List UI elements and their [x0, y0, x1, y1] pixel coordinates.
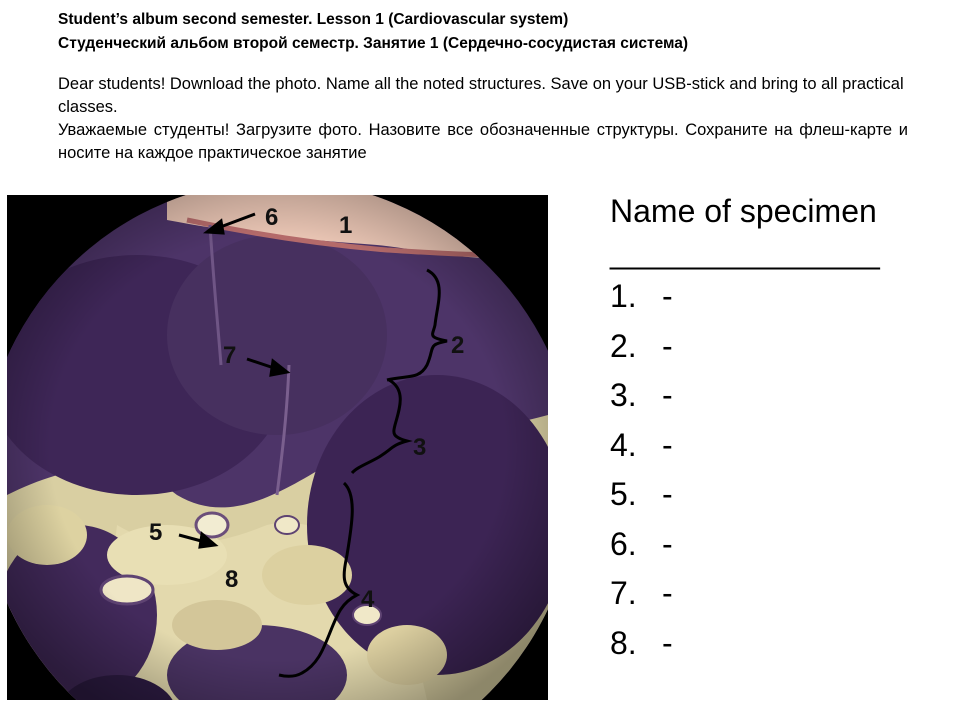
specimen-name-blank[interactable]: ________________ [610, 234, 879, 270]
label-7: 7 [223, 342, 237, 369]
specimen-name-label: Name of specimen [610, 193, 877, 229]
answer-number: 3. [610, 377, 637, 413]
answer-value[interactable]: - [662, 377, 673, 413]
answer-number: 6. [610, 525, 637, 562]
answer-value[interactable]: - [662, 476, 673, 512]
instructions-english: Dear students! Download the photo. Name all the noted structures. Save on your USB-stick and bring to all practical classes. [58, 75, 904, 116]
answer-number: 1. [610, 278, 637, 314]
answer-item-2[interactable] [610, 322, 940, 372]
header [58, 8, 908, 165]
micrograph-svg [7, 195, 548, 700]
answer-value[interactable]: - [662, 525, 673, 562]
instructions-russian: Уважаемые студенты! Загрузите фото. Назовите все обозначенные структуры. Сохраните на флеш-карте и носите на каждое практическое занятие [58, 121, 908, 162]
histology-micrograph [7, 195, 548, 700]
label-1: 1 [339, 212, 353, 239]
label-2: 2 [451, 332, 465, 359]
answer-number: 8. [610, 624, 637, 661]
answer-value[interactable]: - [662, 327, 673, 364]
answer-item-3[interactable] [610, 371, 940, 421]
answer-value[interactable]: - [662, 624, 673, 661]
label-5: 5 [149, 519, 163, 546]
answer-item-6[interactable] [610, 520, 940, 570]
answer-list [610, 272, 940, 668]
label-4: 4 [361, 586, 375, 613]
answer-item-4[interactable] [610, 421, 940, 471]
label-6: 6 [265, 204, 279, 231]
answer-item-7[interactable] [610, 569, 940, 619]
answer-value[interactable]: - [662, 426, 673, 463]
title-russian: Студенческий альбом второй семестр. Занятие 1 (Сердечно-сосудистая система) [58, 35, 689, 52]
answer-item-8[interactable] [610, 619, 940, 669]
answer-number: 5. [610, 476, 637, 512]
answer-value[interactable]: - [662, 575, 673, 611]
answer-number: 2. [610, 327, 637, 364]
answer-value[interactable]: - [662, 278, 673, 314]
answer-panel [610, 190, 940, 668]
tissue-field [7, 195, 548, 700]
label-8: 8 [225, 566, 239, 593]
instructions [58, 73, 908, 165]
label-3: 3 [413, 434, 427, 461]
answer-number: 7. [610, 575, 637, 611]
answer-number: 4. [610, 426, 637, 463]
title-english: Student’s album second semester. Lesson 1 (Cardiovascular system) [58, 11, 569, 28]
answer-item-5[interactable] [610, 470, 940, 520]
answer-item-1[interactable] [610, 272, 940, 322]
